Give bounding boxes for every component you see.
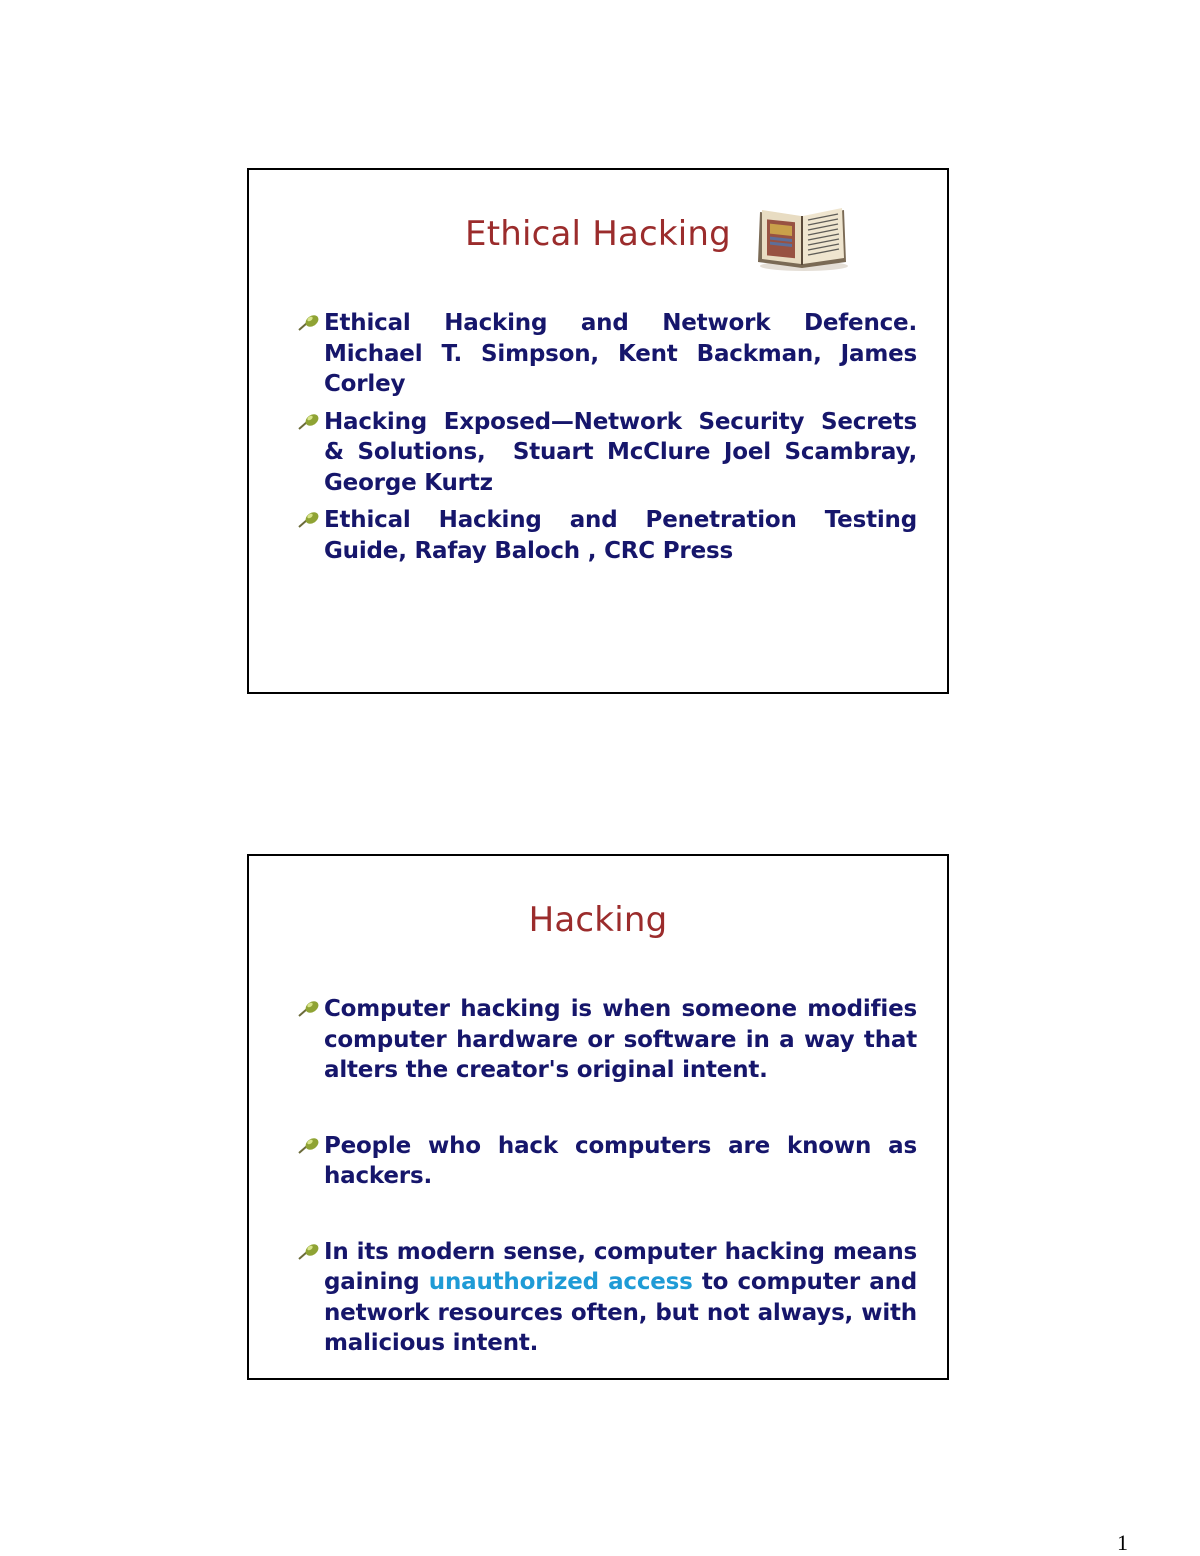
olive-pin-bullet-icon [297,413,321,431]
list-item: Ethical Hacking and Penetration Testing Guide, Rafay Baloch , CRC Press [297,505,917,566]
bullet-list [297,994,917,1404]
slide-hacking [247,854,949,1380]
highlighted-term: unauthorized access [428,1269,693,1295]
list-item: Computer hacking is when someone modifies computer hardware or software in a way that alters the creator's original intent. [297,994,917,1086]
olive-pin-bullet-icon [297,511,321,529]
olive-pin-bullet-icon [297,1243,321,1261]
bullet-list [297,308,917,573]
slide-ethical-hacking [247,168,949,694]
slide-title: Ethical Hacking [465,214,731,254]
page-number: 1 [1117,1530,1128,1555]
list-item: In its modern sense, computer hacking means gaining unauthorized access to computer and network resources often, but not always, with malicious intent. [297,1237,917,1359]
olive-pin-bullet-icon [297,1000,321,1018]
olive-pin-bullet-icon [297,1137,321,1155]
olive-pin-bullet-icon [297,314,321,332]
slide-title: Hacking [528,900,668,940]
list-item: Hacking Exposed—Network Security Secrets & Solutions, Stuart McClure Joel Scambray, George Kurtz [297,407,917,499]
list-item: People who hack computers are known as hackers. [297,1131,917,1192]
list-item: Ethical Hacking and Network Defence. Michael T. Simpson, Kent Backman, James Corley [297,308,917,400]
open-book-icon [754,204,850,272]
